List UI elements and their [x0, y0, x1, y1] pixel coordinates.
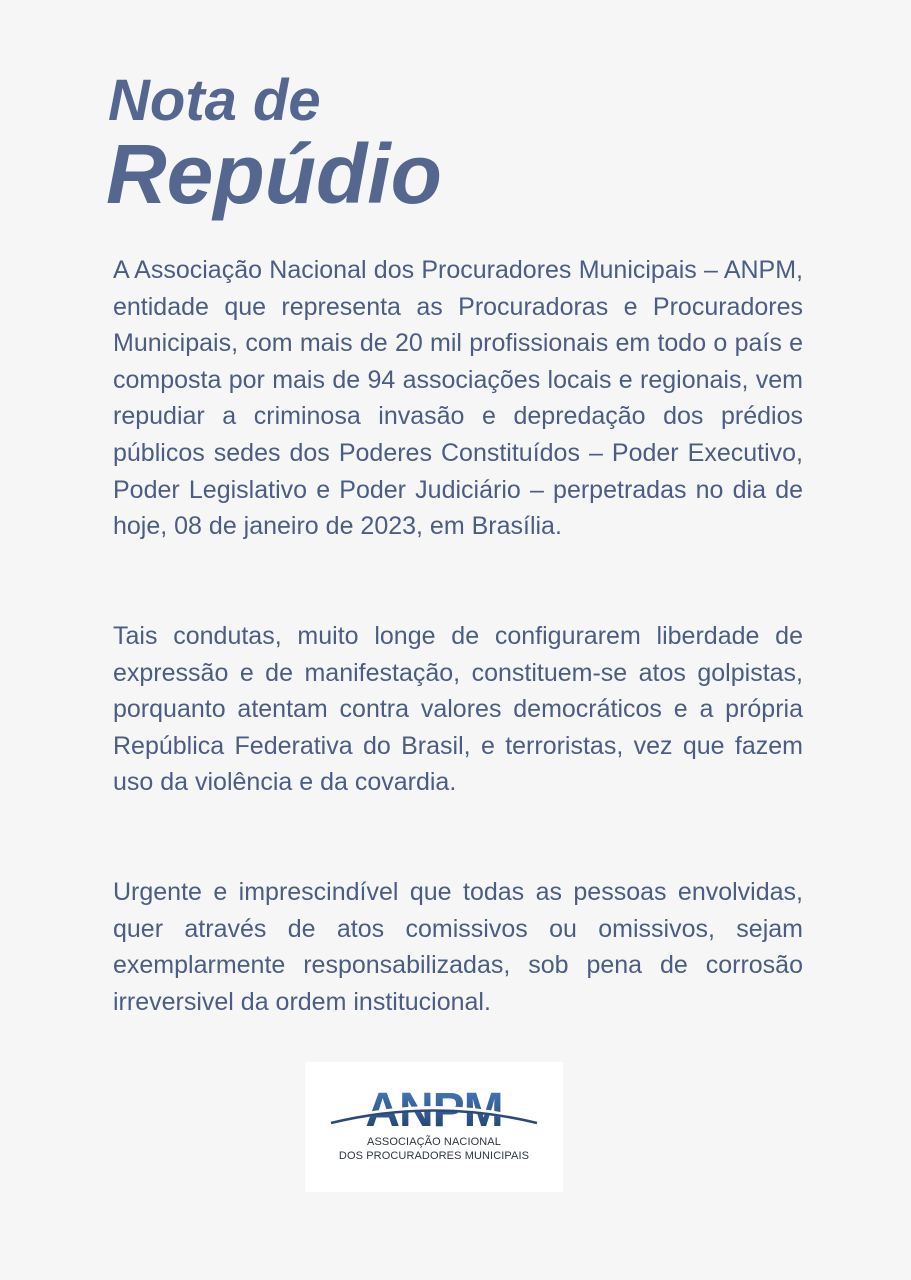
logo-acronym: ANPM	[365, 1084, 503, 1137]
paragraph-3: Urgente e imprescindível que todas as pessoas envolvidas, quer através de atos comissivos ou omissivos, sejam exemplarmente responsabilizadas, sob pena de corrosão irreversivel da ordem institucional.	[113, 878, 803, 1016]
title-line1: Nota de	[108, 68, 321, 133]
logo-subtitle-line1: ASSOCIAÇÃO NACIONAL	[367, 1136, 501, 1148]
logo-subtitle-line2: DOS PROCURADORES MUNICIPAIS	[338, 1150, 530, 1162]
paragraph-1: A Associação Nacional dos Procuradores Municipais – ANPM, entidade que representa as Procuradoras e Procuradores Municipais, com mais de 20 mil profissionais em todo o país e composta por mais de 94 associações locais e regionais, vem repudiar a criminosa invasão e depredação dos prédios públicos sedes dos Poderes Constituídos – Poder Executivo, Poder Legislativo e Poder Judiciário – perpetradas no dia de hoje, 08 de janeiro de 2023, em Brasília.	[113, 256, 803, 541]
anpm-logo	[305, 1062, 563, 1192]
paragraph-2: Tais condutas, muito longe de configurarem liberdade de expressão e de manifestação, constituem-se atos golpistas, porquanto atentam contra valores democráticos e a própria República Federativa do Brasil, e terroristas, vez que fazem uso da violência e da covardia.	[113, 622, 803, 797]
title-line2: Repúdio	[106, 127, 442, 221]
anpm-logo-mark	[305, 1062, 563, 1137]
